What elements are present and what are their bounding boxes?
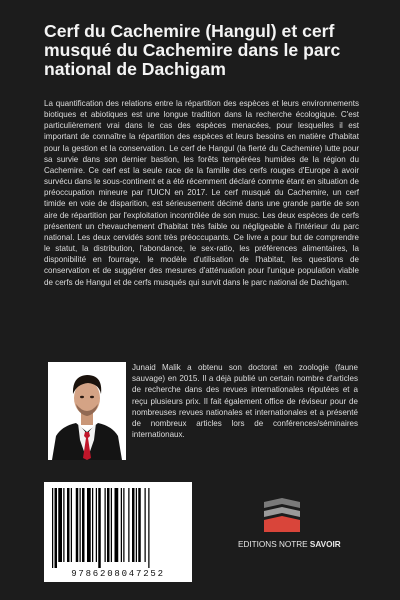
barcode-bar — [52, 488, 53, 568]
barcode-bar — [92, 488, 93, 562]
barcode-bar — [107, 488, 110, 562]
isbn-barcode — [44, 482, 192, 582]
barcode-bar — [132, 488, 135, 562]
barcode-bar — [58, 488, 62, 562]
barcode-bar — [115, 488, 119, 562]
barcode-bar — [71, 488, 72, 562]
publisher-name — [238, 540, 341, 549]
barcode-bar — [80, 488, 81, 562]
barcode-bar — [111, 488, 112, 562]
barcode-bar — [96, 488, 97, 562]
barcode-bar — [63, 488, 64, 562]
barcode-bar — [76, 488, 79, 562]
publisher-name-bold: SAVOIR — [309, 540, 341, 549]
barcode-bar — [128, 488, 129, 562]
barcode-bar — [138, 488, 141, 562]
barcode-bar — [82, 488, 85, 562]
barcode-bar — [145, 488, 146, 562]
book-title: Cerf du Cachemire (Hangul) et cerf musqué du Cachemire dans le parc national de Dachigam — [44, 21, 341, 79]
barcode-bar — [105, 488, 106, 562]
barcode-bar — [67, 488, 70, 562]
barcode-bar — [87, 488, 91, 562]
barcode-bar — [121, 488, 122, 562]
barcode-bar — [123, 488, 124, 562]
isbn-number: 9786208047252 — [71, 569, 165, 579]
barcode-bar — [148, 488, 149, 568]
barcode-bar — [136, 488, 137, 562]
author-photo — [48, 362, 126, 460]
author-bio: Junaid Malik a obtenu son doctorat en zoologie (faune sauvage) en 2015. Il a déjà publié un certain nombre d'articles de recherche dans des revues internationales réputées et a reçu plusieurs prix. Il fait également office de réviseur pour de nombreuses revues nationales et internationales et a présenté de nombreux articles lors de conférences/séminaires internationaux. — [132, 363, 358, 440]
book-summary: La quantification des relations entre la répartition des espèces et leurs environnements biotiques et abiotiques est une longue tradition dans la recherche écologique. C'est particulièrement vrai dans le cas des espèces menacées, pour lesquelles il est important de connaître la répartition des espèces et leurs besoins en matière d'habitat pour la gestion et la conservation. Le cerf de Hangul (la fierté du Cachemire) lutte pour sa survie dans son dernier bastion, les forêts tempérées humides de la région du Cachemire. Ce cerf est la seule race de la famille des cerfs rouges d'Europe à avoir survécu dans le sous-continent et a été récemment déclaré comme étant en situation de préoccupation mineure par l'UICN en 2017. Le cerf musqué du Cachemire, un cerf timide en voie de disparition, est sérieusement décimé dans une grande partie de son aire de répartition par l'exploitation incontrôlée de son musc. Les deux espèces de cerfs présentent un chevauchement d'habitat très faible ou négligeable à l'intérieur du parc national. Les deux cervidés sont très préoccupants. Ce livre a pour but de comprendre le statut, la distribution, l'abondance, le sex-ratio, les préférences alimentaires, la disponibilité en fourrage, le modèle d'utilisation de l'habitat, les questions de conservation et de suggérer des mesures d'atténuation pour l'unique population viable de cerfs de Hangul et de cerfs musqués qui survit dans le parc national de Dachigam. — [44, 99, 359, 287]
barcode-bar — [55, 488, 58, 568]
publisher-name-prefix: EDITIONS NOTRE — [238, 540, 310, 549]
publisher-logo-icon — [260, 498, 304, 534]
barcode-bar — [98, 488, 101, 568]
